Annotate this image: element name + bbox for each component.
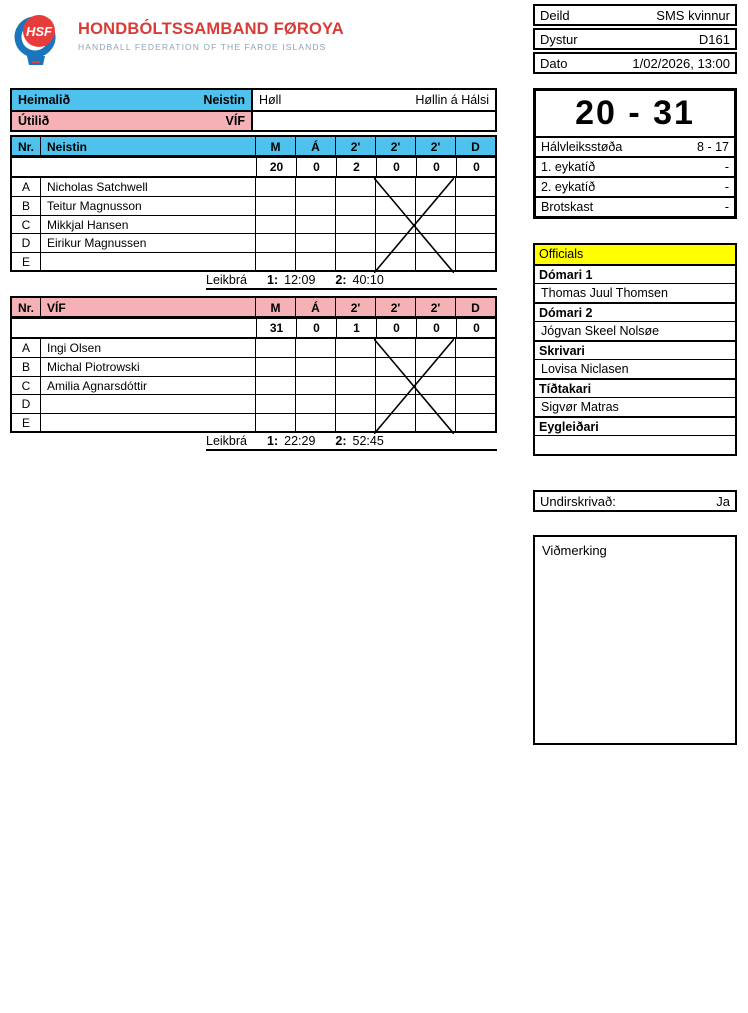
- empty-cell: [295, 377, 335, 395]
- total-warnings: 0: [296, 319, 336, 337]
- official-name: Nicholas Satchwell: [40, 178, 255, 197]
- empty-cell: [335, 253, 375, 271]
- col-header-goals: M: [255, 298, 295, 316]
- col-header-goals: M: [255, 137, 295, 155]
- empty-cell: [255, 216, 295, 234]
- left-column: [10, 88, 497, 451]
- empty-cell: [415, 339, 455, 358]
- final-score: 20 - 31: [575, 94, 695, 132]
- match-info-row: [533, 4, 737, 26]
- hsf-logo-icon: [12, 8, 64, 71]
- team-official-row: [12, 252, 495, 271]
- away-team-label: Útilið: [18, 114, 50, 128]
- empty-cell: [335, 197, 375, 215]
- match-info-row: [533, 28, 737, 50]
- federation-header: [12, 8, 344, 71]
- official-name: Ingi Olsen: [40, 339, 255, 358]
- empty-cell: [335, 377, 375, 395]
- roster-header-row: [12, 137, 495, 157]
- official-name: Lovisa Niclasen: [535, 359, 735, 378]
- col-header-warning: Á: [295, 298, 335, 316]
- official-letter: A: [21, 340, 30, 355]
- match-info-row: [533, 52, 737, 74]
- home-roster-table: [10, 135, 497, 272]
- home-team-cell: [12, 90, 253, 110]
- empty-cell: [375, 395, 415, 413]
- empty-cell: [455, 395, 495, 413]
- official-name: [40, 253, 255, 271]
- official-letter: E: [21, 415, 30, 430]
- total-goals: 20: [256, 158, 296, 176]
- score-row: [536, 156, 734, 176]
- away-roster-table: [10, 296, 497, 433]
- official-letter: B: [21, 199, 30, 213]
- empty-cell: [255, 253, 295, 271]
- team-official-row: [12, 233, 495, 252]
- empty-cell: [255, 358, 295, 376]
- team-official-row: [12, 196, 495, 215]
- match-info-value: D161: [698, 31, 730, 47]
- empty-cell: [455, 377, 495, 395]
- empty-cell: [455, 216, 495, 234]
- home-team-label: Heimalið: [18, 93, 71, 107]
- col-header-2min: 2': [375, 137, 415, 155]
- official-name: Teitur Magnusson: [40, 197, 255, 215]
- total-suspensions: 1: [336, 319, 376, 337]
- empty-cell: [255, 197, 295, 215]
- empty-cell: [455, 358, 495, 376]
- official-name: Sigvør Matras: [535, 397, 735, 416]
- official-name: Jógvan Skeel Nolsøe: [535, 321, 735, 340]
- empty-cell: [455, 197, 495, 215]
- hall-name: Høllin á Hálsi: [415, 93, 489, 107]
- hall-label: Høll: [259, 93, 282, 107]
- signed-label: Undirskrivað:: [540, 493, 616, 509]
- empty-cell: [255, 339, 295, 358]
- score-row-label: 1. eykatíð: [541, 160, 596, 174]
- col-header-disqualification: D: [455, 137, 495, 155]
- empty-cell: [295, 197, 335, 215]
- match-info-value: 1/02/2026, 13:00: [632, 55, 730, 71]
- period1-label: 1:: [267, 434, 279, 448]
- empty-cell: [255, 234, 295, 252]
- federation-subtitle: HANDBALL FEDERATION OF THE FAROE ISLANDS: [78, 42, 327, 52]
- col-header-team: VÍF: [40, 298, 255, 316]
- official-name: Amilia Agnarsdóttir: [40, 377, 255, 395]
- col-header-2min: 2': [335, 298, 375, 316]
- teams-bar: [10, 88, 497, 132]
- official-letter: C: [21, 217, 31, 232]
- team-official-row: [12, 394, 495, 413]
- official-role-label: Dómari 2: [535, 302, 735, 321]
- team-official-row: [12, 339, 495, 358]
- col-header-team: Neistin: [40, 137, 255, 155]
- totals-spacer: [12, 158, 256, 176]
- empty-cell: [375, 197, 415, 215]
- official-name: Mikkjal Hansen: [40, 216, 255, 234]
- empty-cell: [335, 358, 375, 376]
- period2-label: 2:: [335, 273, 347, 287]
- empty-cell: [375, 178, 415, 197]
- team-official-row: [12, 178, 495, 197]
- match-info-value: SMS kvinnur: [656, 7, 730, 23]
- match-info-box: [533, 4, 737, 76]
- empty-cell: [455, 178, 495, 197]
- empty-cell: [295, 414, 335, 432]
- signed-box: [533, 490, 737, 512]
- score-row-label: Brotskast: [541, 200, 594, 214]
- total-suspensions: 0: [416, 319, 456, 337]
- col-header-nr: Nr.: [17, 140, 34, 154]
- match-info-label: Dato: [540, 55, 568, 71]
- period2-time: 52:45: [352, 434, 384, 448]
- empty-cell: [415, 395, 455, 413]
- official-role-label: Eygleiðari: [535, 416, 735, 435]
- empty-cell: [455, 234, 495, 252]
- official-letter: B: [21, 360, 30, 374]
- official-name: [40, 395, 255, 413]
- leikbra-label: Leikbrá: [206, 273, 247, 287]
- score-row: [536, 136, 734, 156]
- signed-value: Ja: [716, 493, 730, 509]
- empty-cell: [295, 216, 335, 234]
- score-row-value: -: [724, 160, 729, 174]
- roster-header-row: [12, 298, 495, 318]
- remarks-box: [533, 535, 737, 745]
- period1-label: 1:: [267, 273, 279, 287]
- empty-cell: [415, 197, 455, 215]
- totals-spacer: [12, 319, 256, 337]
- team-official-row: [12, 413, 495, 432]
- score-row: [536, 176, 734, 196]
- total-suspensions: 0: [416, 158, 456, 176]
- team-official-row: [12, 215, 495, 234]
- remarks-label: Viðmerking: [542, 543, 607, 558]
- official-role-label: Skrivari: [535, 340, 735, 359]
- total-warnings: 0: [296, 158, 336, 176]
- totals-row: [12, 157, 495, 176]
- empty-cell: [335, 395, 375, 413]
- empty-cell: [295, 358, 335, 376]
- empty-cell: [415, 234, 455, 252]
- home-team-name: Neistin: [203, 93, 245, 107]
- officials-box: [533, 243, 737, 456]
- empty-cell: [415, 377, 455, 395]
- score-row-label: 2. eykatíð: [541, 180, 596, 194]
- away-team-cell: [12, 110, 253, 130]
- score-row-value: 8 - 17: [697, 140, 729, 154]
- empty-cell: [375, 216, 415, 234]
- score-box: [533, 88, 737, 219]
- official-name: Thomas Juul Thomsen: [535, 283, 735, 302]
- official-name: Michal Piotrowski: [40, 358, 255, 376]
- empty-cell: [295, 339, 335, 358]
- empty-cell: [253, 110, 495, 130]
- empty-cell: [455, 414, 495, 432]
- official-role-label: Dómari 1: [535, 264, 735, 283]
- official-letter: E: [21, 254, 30, 269]
- official-name: [40, 414, 255, 432]
- official-letter: C: [21, 378, 31, 393]
- svg-text:HSF: HSF: [26, 24, 52, 39]
- col-header-2min: 2': [335, 137, 375, 155]
- empty-cell: [335, 216, 375, 234]
- team-official-row: [12, 357, 495, 376]
- period2-label: 2:: [335, 434, 347, 448]
- empty-cell: [455, 253, 495, 271]
- official-name: [535, 435, 735, 454]
- empty-cell: [375, 253, 415, 271]
- score-row-value: -: [724, 200, 729, 214]
- empty-cell: [335, 234, 375, 252]
- score-row-value: -: [724, 180, 729, 194]
- score-row: [536, 196, 734, 216]
- empty-cell: [295, 395, 335, 413]
- period1-time: 22:29: [284, 434, 316, 448]
- empty-cell: [455, 339, 495, 358]
- empty-cell: [335, 339, 375, 358]
- col-header-2min: 2': [375, 298, 415, 316]
- empty-cell: [295, 234, 335, 252]
- empty-cell: [255, 178, 295, 197]
- empty-cell: [415, 216, 455, 234]
- empty-cell: [375, 358, 415, 376]
- empty-cell: [255, 377, 295, 395]
- team-official-row: [12, 376, 495, 395]
- away-team-name: VÍF: [225, 114, 245, 128]
- hall-cell: [253, 90, 495, 110]
- col-header-2min: 2': [415, 298, 455, 316]
- empty-cell: [375, 414, 415, 432]
- empty-cell: [255, 395, 295, 413]
- game-timeline-home: [206, 273, 497, 290]
- leikbra-label: Leikbrá: [206, 434, 247, 448]
- totals-row: [12, 318, 495, 337]
- official-letter: D: [21, 236, 31, 250]
- empty-cell: [415, 178, 455, 197]
- empty-cell: [375, 234, 415, 252]
- empty-cell: [415, 358, 455, 376]
- match-info-label: Deild: [540, 7, 570, 23]
- official-name: Eirikur Magnussen: [40, 234, 255, 252]
- period2-time: 40:10: [352, 273, 384, 287]
- col-header-2min: 2': [415, 137, 455, 155]
- total-goals: 31: [256, 319, 296, 337]
- empty-cell: [255, 414, 295, 432]
- officials-title: Officials: [535, 245, 735, 264]
- total-suspensions: 2: [336, 158, 376, 176]
- game-timeline-away: [206, 434, 497, 451]
- score-row-label: Hálvleiksstøða: [541, 140, 623, 154]
- empty-cell: [375, 377, 415, 395]
- total-disqualifications: 0: [456, 158, 496, 176]
- empty-cell: [335, 178, 375, 197]
- col-header-disqualification: D: [455, 298, 495, 316]
- col-header-warning: Á: [295, 137, 335, 155]
- official-role-label: Tíðtakari: [535, 378, 735, 397]
- official-letter: D: [21, 397, 31, 411]
- empty-cell: [295, 253, 335, 271]
- period1-time: 12:09: [284, 273, 316, 287]
- empty-cell: [415, 253, 455, 271]
- empty-cell: [295, 178, 335, 197]
- match-info-label: Dystur: [540, 31, 578, 47]
- total-disqualifications: 0: [456, 319, 496, 337]
- federation-title: HONDBÓLTSSAMBAND FØROYA: [78, 20, 344, 38]
- total-suspensions: 0: [376, 158, 416, 176]
- empty-cell: [375, 339, 415, 358]
- col-header-nr: Nr.: [17, 301, 34, 315]
- empty-cell: [335, 414, 375, 432]
- empty-cell: [415, 414, 455, 432]
- total-suspensions: 0: [376, 319, 416, 337]
- official-letter: A: [21, 179, 30, 194]
